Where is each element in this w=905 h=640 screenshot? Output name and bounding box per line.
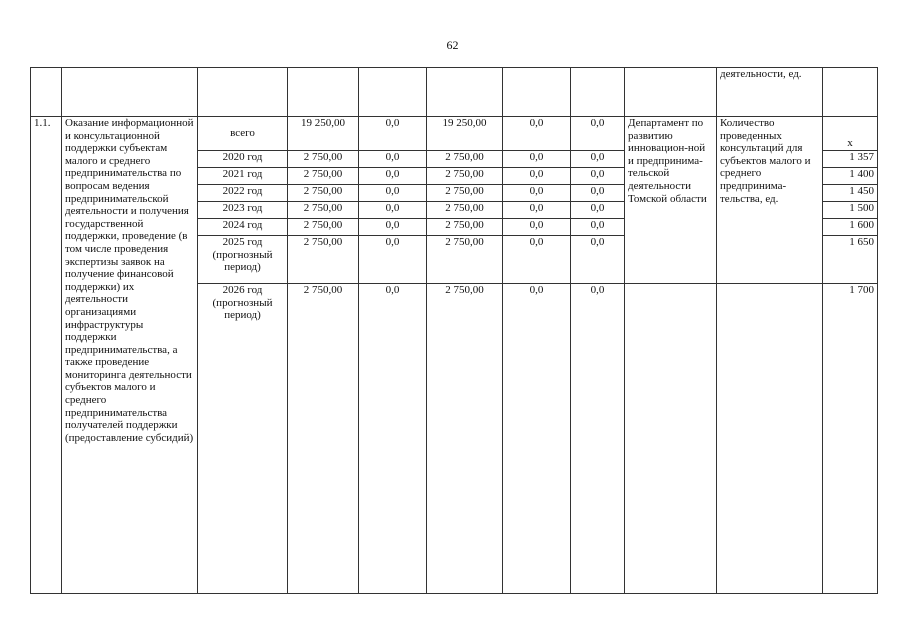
empty-cell bbox=[427, 68, 503, 117]
empty-cell bbox=[503, 68, 571, 117]
regional: 2 750,00 bbox=[427, 185, 503, 202]
sum: 2 750,00 bbox=[288, 202, 359, 219]
other: 0,0 bbox=[571, 168, 625, 185]
empty-cell bbox=[625, 68, 717, 117]
federal: 0,0 bbox=[359, 219, 427, 236]
sum: 2 750,00 bbox=[288, 284, 359, 594]
measure-description: Оказание информационной и консультационной поддержки субъектам малого и среднего предпринимательства по вопросам ведения предпринимательской деятельности и получения государственной поддержки, проведение (в том числе проведения экспертизы заявок на получение финансовой поддержки) их деятельности организациями инфраструктуры поддержки предпринимательства, а также проведение мониторинга деятельности субъектов малого и среднего предпринимательства получателей поддержки (предоставление субсидий) bbox=[62, 117, 198, 594]
local: 0,0 bbox=[503, 284, 571, 594]
period: 2024 год bbox=[198, 219, 288, 236]
other: 0,0 bbox=[571, 236, 625, 284]
other: 0,0 bbox=[571, 185, 625, 202]
sum: 2 750,00 bbox=[288, 236, 359, 284]
local: 0,0 bbox=[503, 168, 571, 185]
other: 0,0 bbox=[571, 219, 625, 236]
federal: 0,0 bbox=[359, 151, 427, 168]
regional: 2 750,00 bbox=[427, 236, 503, 284]
indicator-value: 1 357 bbox=[823, 151, 878, 168]
federal: 0,0 bbox=[359, 202, 427, 219]
period: 2023 год bbox=[198, 202, 288, 219]
local: 0,0 bbox=[503, 151, 571, 168]
other: 0,0 bbox=[571, 151, 625, 168]
empty-cell bbox=[31, 68, 62, 117]
sum: 2 750,00 bbox=[288, 151, 359, 168]
indicator-value: 1 500 bbox=[823, 202, 878, 219]
other: 0,0 bbox=[571, 202, 625, 219]
indicator-value: 1 700 bbox=[823, 284, 878, 594]
regional: 2 750,00 bbox=[427, 219, 503, 236]
indicator-value: 1 600 bbox=[823, 219, 878, 236]
sum: 2 750,00 bbox=[288, 168, 359, 185]
empty-cell bbox=[717, 284, 823, 594]
local: 0,0 bbox=[503, 236, 571, 284]
empty-cell bbox=[823, 68, 878, 117]
empty-cell bbox=[359, 68, 427, 117]
period: 2026 год (прогнозный период) bbox=[198, 284, 288, 594]
indicator-value: 1 650 bbox=[823, 236, 878, 284]
regional: 2 750,00 bbox=[427, 168, 503, 185]
carry-over-row bbox=[31, 68, 878, 117]
total-sum: 19 250,00 bbox=[288, 117, 359, 151]
total-regional: 19 250,00 bbox=[427, 117, 503, 151]
federal: 0,0 bbox=[359, 236, 427, 284]
empty-cell bbox=[288, 68, 359, 117]
measure-number: 1.1. bbox=[31, 117, 62, 594]
period: 2020 год bbox=[198, 151, 288, 168]
federal: 0,0 bbox=[359, 168, 427, 185]
program-measures-table bbox=[30, 67, 878, 594]
total-value: х bbox=[823, 117, 878, 151]
page-number: 62 bbox=[446, 38, 459, 52]
regional: 2 750,00 bbox=[427, 202, 503, 219]
sum: 2 750,00 bbox=[288, 185, 359, 202]
empty-cell bbox=[571, 68, 625, 117]
sum: 2 750,00 bbox=[288, 219, 359, 236]
measure-total-row bbox=[31, 117, 878, 151]
indicator-continuation: деятельности, ед. bbox=[717, 68, 823, 117]
local: 0,0 bbox=[503, 202, 571, 219]
total-federal: 0,0 bbox=[359, 117, 427, 151]
period: 2021 год bbox=[198, 168, 288, 185]
federal: 0,0 bbox=[359, 284, 427, 594]
federal: 0,0 bbox=[359, 185, 427, 202]
executor: Департамент по развитию инновацион-ной и предпринима-тельской деятельности Томской области bbox=[625, 117, 717, 284]
period: 2022 год bbox=[198, 185, 288, 202]
total-other: 0,0 bbox=[571, 117, 625, 151]
other: 0,0 bbox=[571, 284, 625, 594]
total-local: 0,0 bbox=[503, 117, 571, 151]
local: 0,0 bbox=[503, 185, 571, 202]
empty-cell bbox=[62, 68, 198, 117]
period: 2025 год (прогнозный период) bbox=[198, 236, 288, 284]
empty-cell bbox=[625, 284, 717, 594]
indicator-value: 1 450 bbox=[823, 185, 878, 202]
regional: 2 750,00 bbox=[427, 151, 503, 168]
period-total: всего bbox=[198, 117, 288, 151]
indicator-value: 1 400 bbox=[823, 168, 878, 185]
local: 0,0 bbox=[503, 219, 571, 236]
regional: 2 750,00 bbox=[427, 284, 503, 594]
empty-cell bbox=[198, 68, 288, 117]
indicator-name: Количество проведенных консультаций для субъектов малого и среднего предпринима-тельства, ед. bbox=[717, 117, 823, 284]
